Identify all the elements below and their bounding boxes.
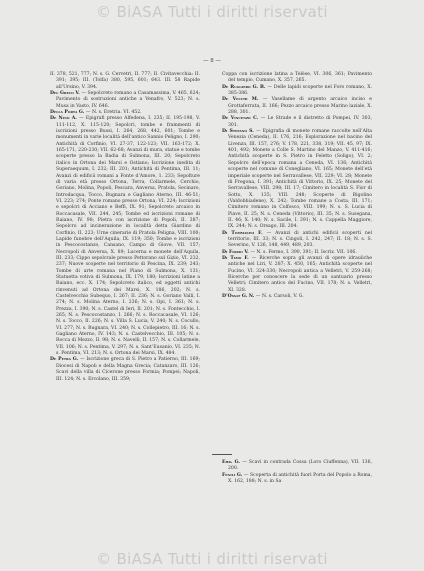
bibliography-entry — [222, 294, 372, 300]
entry-author: De Petra G. — [50, 357, 81, 363]
entry-author: De Vecchi M. — [222, 97, 263, 103]
entry-author: Fenili G. — [222, 472, 244, 478]
entry-text: II. 378, 521, 777; N. s. G. Cervetri, II. 777; II. Civitavecchia: II. 391; 395; III. (Tolfa) 380, 595, 601; 643. III. 58 Rapide all’Ursino, V. 394. — [50, 72, 200, 90]
entry-text: — Vasellame di argento arcaico inciso e Grottaferrata, II. 166; Pezzo arcaico presso Marino laziale, X. 288, 301. — [228, 97, 372, 116]
entry-author: Di Stefano S. — [222, 129, 257, 135]
bibliography-entry — [50, 357, 200, 382]
footnotes — [222, 460, 372, 485]
entry-author: Della Porta G. — [50, 110, 86, 116]
entry-author: Di Fiorio V. — [222, 249, 251, 255]
entry-text: — Epigrafia di monete romane raccolte nell’Alta Venezia (Ceneda), II. 176, 216; Esplorazione nel bacino del Livenza, III. 157, 276; V. 178, 221, 338, 319; VII. 45, 97; IX. 401, 492; Monete a Colle S. Martino del Manzo, V. 411-416; Antichità scoperte in S. Pietro in Feletto (Soligo), VI. 2; Sepolcro dell’epoca romana a Ceneda, VI. 136; Antichità scoperte nel comune di Conegliano, VI. 165; Monete dell’età imperiale scoperte nel Serravallese, VII. 229; VI. 28; Monete di Fregona, I. 391; Antichità di Vittorio, IX. 25; Monete del Serravallese, VIII. 298; III. 17; Cimitero in località S. Fior di Sotto, X. 135; VIII. 248; Scoperte di Bigolino (Valdobbiadene), X. 242; Tombe romane a Costa, III. 171; Cimitero romano in Colfosco, VIII. 199; N. s. S. Lucia di Piave, II. 25; N. s. Ceneda (Vittorio), III. 35; N. s. Susegana, II. 46; X. 140; N. s. Sacile, I. 391; N. s. Cappella Maggiore, IX. 244; N. s. Orsago, III. 204. — [228, 129, 372, 230]
left-column — [50, 72, 200, 383]
right-column — [222, 72, 372, 300]
bibliography-entry — [50, 72, 200, 91]
bibliography-entry — [222, 473, 372, 486]
watermark-bottom: © BiASA Tutti i diritti riservati — [96, 550, 328, 568]
bibliography-entry — [222, 129, 372, 231]
page-number: — 8 — — [203, 58, 221, 64]
entry-author: De Nino A. — [50, 116, 80, 122]
entry-author: Del Greco V. — [50, 91, 82, 97]
entry-text: — N. s. Fermo, I. 390, 391; II. Iscriz. VII. 106. — [250, 249, 357, 255]
bibliography-entry — [222, 72, 372, 85]
bibliography-entry — [222, 256, 372, 294]
entry-text: — Scoperta di antichità fuori Porta del Popolo a Roma, X. 162, 188; N. s. in Sa — [228, 472, 372, 485]
bibliography-entry — [222, 460, 372, 473]
entry-author: De Ruggiero G. B. — [222, 84, 268, 90]
bibliography-entry — [222, 97, 372, 116]
entry-text: — Ricerche sopra gli avanzi di opere idrauliche antiche nel Liri, V. 287; X. 450, 165; Antichità scoperte nel Fucino, VI. 324-330; Necropoli antica a Velletri, V. 259-268; Ricerche per conoscere la sede di un santuario presso Velletri; Cimitero antico del Fucino, VII. 178; N. s. Velletri, XI. 328. — [228, 255, 372, 293]
bibliography-entry — [222, 85, 372, 98]
bibliography-entry — [222, 231, 372, 250]
entry-author: Ehr. G. — [222, 460, 243, 465]
bibliography-entry — [50, 116, 200, 357]
entry-author: D’Ossat G. N. — [222, 294, 256, 300]
entry-text: Coppa con iscrizione latina a Telèse, VI. 306, 361; Pavimento del tempio, Cumano, X. 357, 265. — [222, 72, 372, 84]
watermark-top: © BiASA Tutti i diritti riservati — [96, 3, 328, 21]
bibliography-entry — [50, 91, 200, 110]
entry-text: — N. s. Eretria. VI. 452. — [85, 110, 142, 116]
entry-text: — Epigrafi presso Alfedena, I. 235; II. 195-198, V. 111-112, X. 115-120; Sepolcri, tombe e frammenti di iscrizioni presso Bussi, I. 264, 268, 442, 601; Tombe e monumenti in varie località dell’antico Sannio Peligno, I. 290; Antichità di Corfinio, VI. 27-37, 122-123; VII. 163-172; X. 165-171, 220-230; VII. 62-68; Avanzi di mura, statue e tombe scoperte presso la Badia di Sulmona, III. 20; Sepolcreto italico in Ortona dei Marsi e Ostiano; Iscrizione inedita di Superaequum, I. 232; III. 201; Antichità di Pentima, III. 11; Avanzi di edificii romani a Fonte d’Amore, 1. 233; Sepolture di varia età presso Ortona, Terra, Collarmele, Cerchio, Goriano, Molina, Popoli, Pescara, Anversa, Pratola, Secinaro, Introdacqua, Tocco, Bugnara e Gagliano Aterno, III. 46-51; VI. 223; 274; Ponte romano presso Ortona, VI. 224; Iscrizioni e sepolcri di Acciano e Beffi, IX. 91; Sepolcreto arcaico in Roccacasale, VII. 244, 245; Tombe ed iscrizioni romane di Raiano, IV. 98; Pietra con iscrizione di Popoli, II. 387; Sepolcro ad incinerazione in località detta Giardino di Corfinio, II. 223; Urne cinerarie di Pratola Peligna, VIII. 100; Lapide funebre dell’Aquila, IX. 119; 350; Tombe e iscrizioni in Pescocostanzo, Cansano, Campo di Giove, VII. 157; Necropoli di Anversa, X. 89; Lucerna e monete dell’Aquila, III. 233; Cippo sepolcrale presso Pettorano sul Gizio, VI. 232, 237; Nuove scoperte nel territorio di Pescina, IX. 239; 243; Tombe di arte romana nel Piano di Sulmona, X. 131; Statuetta votiva di Sulmona, IX. 179, 180; Iscrizioni latine a Raiano, ecc. X. 174; Sepolcreto italico, ed oggetti antichi rinvenuti ad Ortona dei Marsi, X. 186, 202; N. s. Castelvecchio Subequo, I. 267; II. 236; N. s. Goriano Valli, I. 274; N. s. Molina Aterno, I. 236; N. s. Opi, I. 361; N. s. Prezza, I. 390; N. s. Castel di Ieri, II. 201; N. s. Fontecchio, I. 265; N. s. Pescocostanzo, I. 266; N. s. Roccacasale, VI. 126; N. s. Tocco, II. 226; N. s. Villa S. Lucia, V. 240; N. s. Cocullo, VI. 277; N. s. Bugnara, VI. 240; N. s. Collepietro, III. 16; N. s. Gagliano Aterno, IV. 143; N. s. Castelvecchio, III. 105; N. s. Rocca di Mezzo, II. 98; N. s. Navelli, II. 157; N. s. Collarmele, VII. 106; N. s. Pentima, V. 297; N. s. Sant’Eusanio, VI. 235; N. s. Pentima, VI. 213; N. s. Ortona dei Marsi, IX. 484. — [56, 116, 200, 357]
entry-author: De Vincenzo C. — [222, 116, 261, 122]
entry-text: — N. s. Carsoli, V. G. — [255, 294, 304, 300]
entry-text: — Avanzi di antichi edificii scoperti nel territorio, III. 33; N. s. Cingoli, I. 242, 247; II. 18; N. s. S. Severino, V. 126, 148, 449, 489, 203. — [228, 230, 372, 249]
entry-text: — Iscrizione greca di S. Pietro a Patierno, III. 169; Diocesi di Napoli e della Magna Grecia; Catanzaro, III. 126; Scavi della villa di Cicerone presso Formia; Pompei; Napoli, III. 124; N. s. Ercolano, III. 359; — [56, 357, 200, 382]
entry-text: — Le Strade e il distretto di Pompei, IV. 303, 301. — [228, 116, 372, 128]
bibliography-entry — [222, 116, 372, 129]
entry-text: — Sepolcreto romano a Casamassima, V. 465, 624; Pavimento di sostruzioni antiche a Venafro, V. 523; N. s. Musa in Vasto, IV. 646. — [56, 91, 200, 109]
entry-text: — Delle lapidi scoperte nel Foro romano, X. 385-386. — [228, 84, 372, 97]
footnote-rule — [212, 454, 232, 455]
entry-author: Di Tizio F. — [222, 255, 252, 261]
entry-text: — Scavi in contrada Cossa (Loro Ciuffenna), VII. 136, 200. — [228, 460, 372, 472]
entry-author: Di Tommasini F. — [222, 230, 267, 236]
